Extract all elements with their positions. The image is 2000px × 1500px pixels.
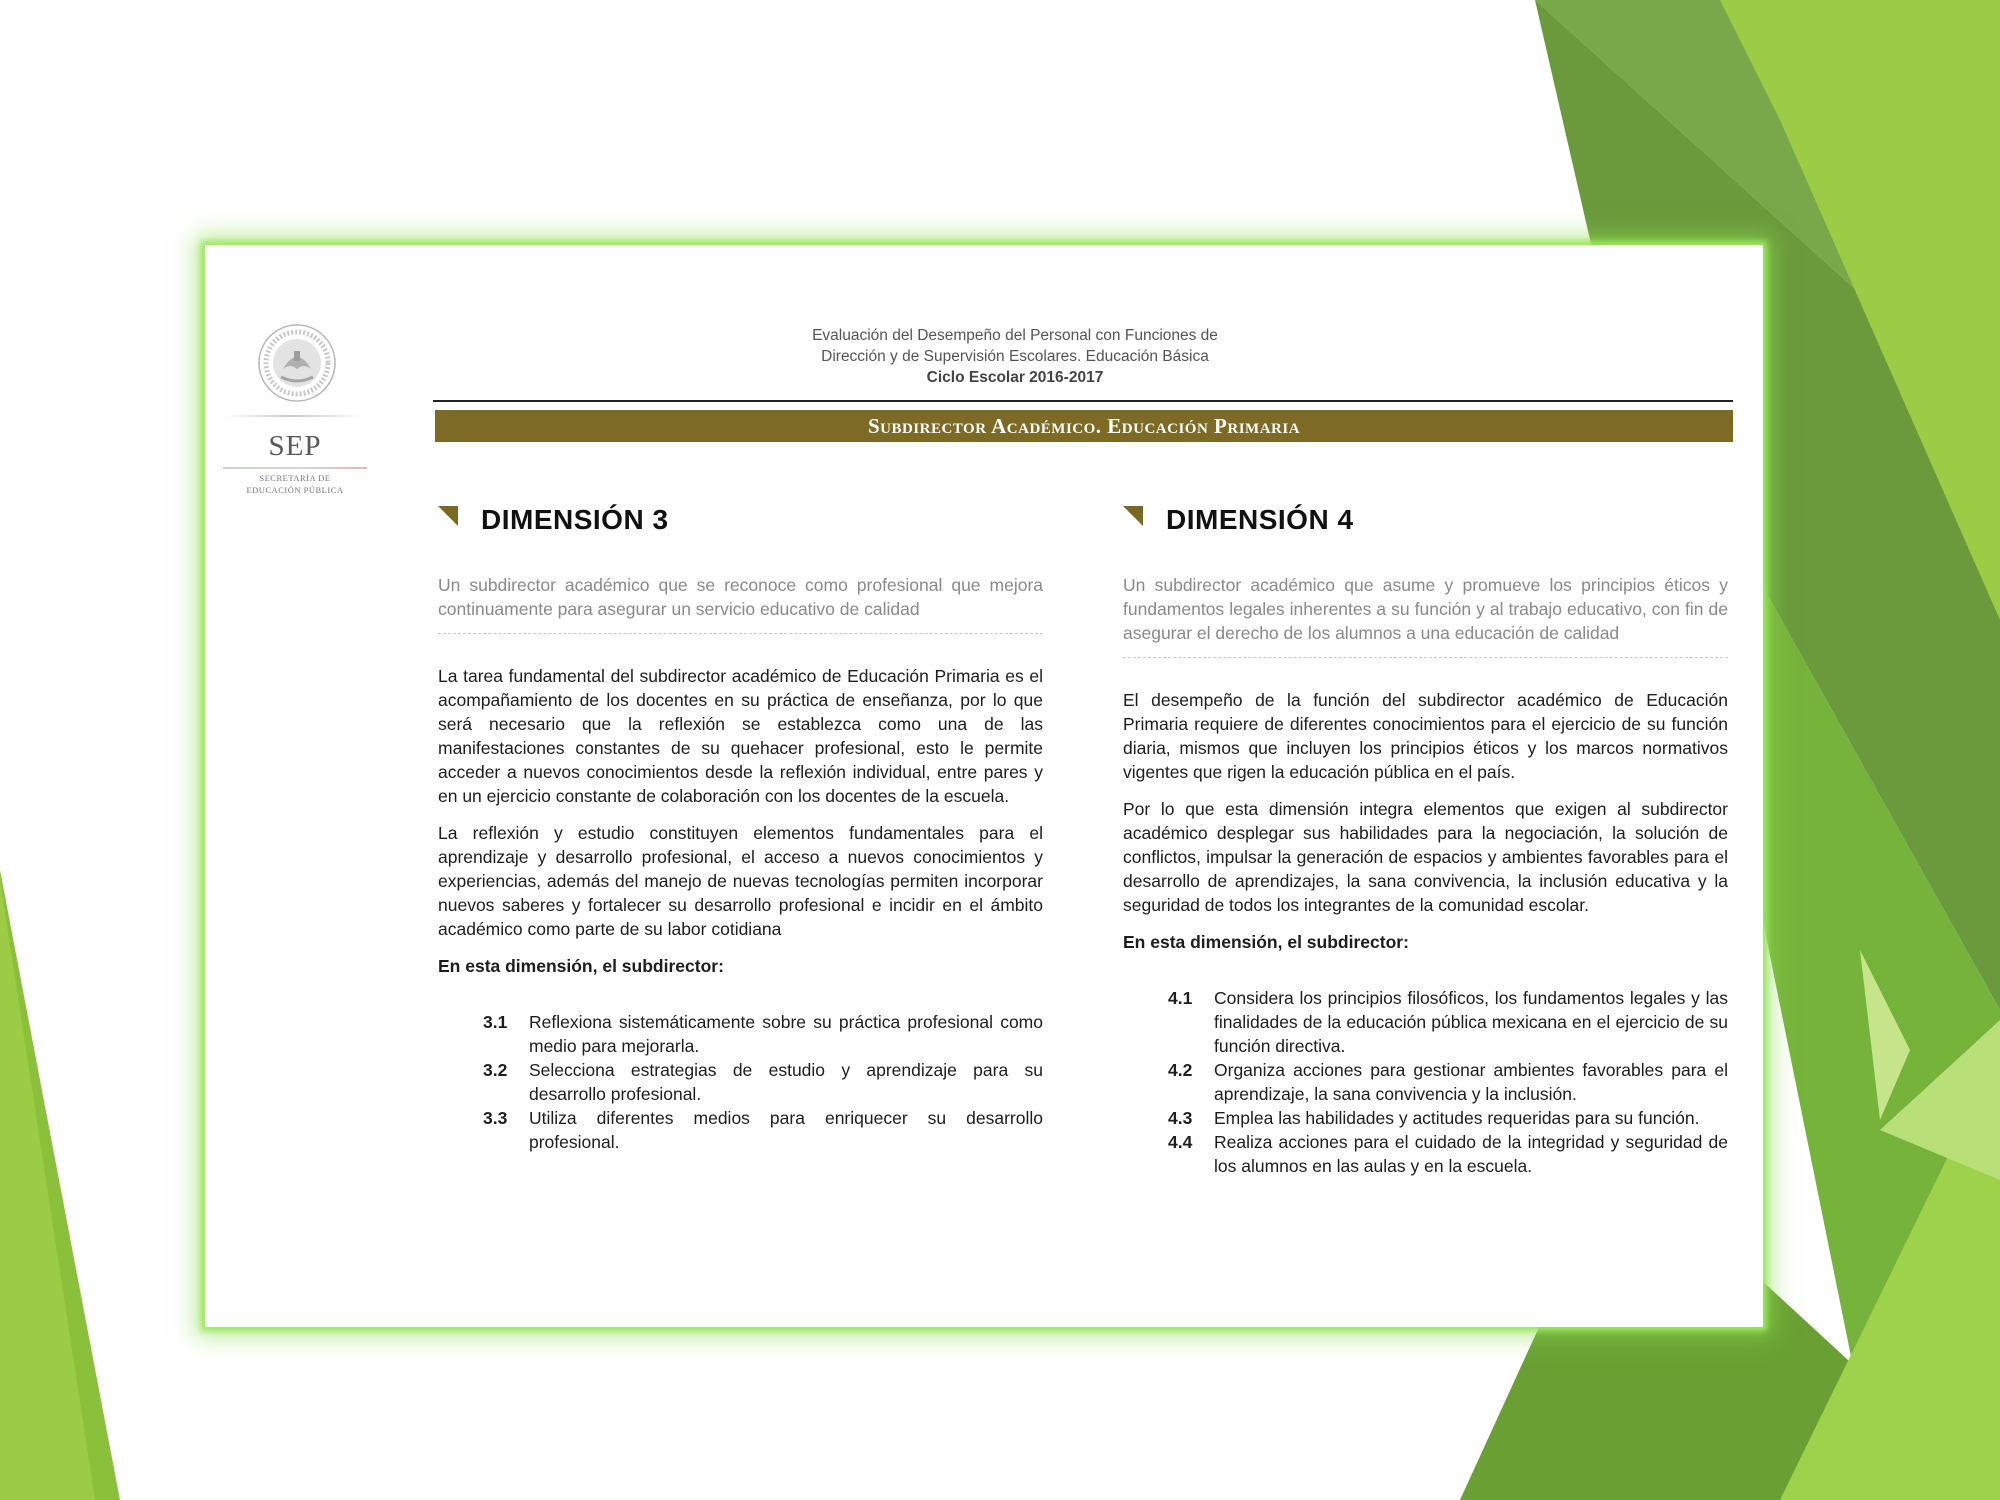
section-banner: Subdirector Académico. Educación Primaria bbox=[435, 410, 1733, 442]
dimension-3-lead: En esta dimensión, el subdirector: bbox=[438, 956, 724, 976]
item-number: 3.3 bbox=[483, 1108, 508, 1128]
dimension-3-items bbox=[483, 1010, 1043, 1154]
dimension-4-heading bbox=[1123, 500, 1728, 540]
sep-subtitle-line-1: SECRETARÍA DE bbox=[259, 473, 331, 483]
header-rule bbox=[433, 400, 1733, 402]
item-number: 4.3 bbox=[1168, 1108, 1193, 1128]
triangle-bullet-icon bbox=[438, 506, 458, 526]
sep-flag-stripe bbox=[223, 467, 367, 469]
document-page bbox=[205, 245, 1763, 1327]
list-item bbox=[483, 1010, 1043, 1058]
header-line-2: Dirección y de Supervisión Escolares. Educación Básica bbox=[821, 348, 1209, 365]
item-text: Realiza acciones para el cuidado de la integridad y seguridad de los alumnos en las aulas y en la escuela. bbox=[1214, 1132, 1728, 1176]
dashed-divider bbox=[1123, 657, 1728, 658]
list-item bbox=[1168, 1106, 1728, 1130]
list-item bbox=[483, 1058, 1043, 1106]
list-item bbox=[483, 1106, 1043, 1154]
dimension-4-items bbox=[1168, 986, 1728, 1178]
dimension-3-column bbox=[438, 500, 1043, 1154]
sep-logo-subtitle bbox=[205, 472, 385, 496]
dimension-3-body bbox=[438, 664, 1043, 978]
dimension-4-paragraph: Por lo que esta dimensión integra elementos que exigen al subdirector académico desplegar sus habilidades para la negociación, la solución de conflictos, impulsar la generación de espacios y ambientes favorables para el desarrollo de aprendizajes, la sana convivencia, la inclusión educativa y la seguridad de todos los integrantes de la comunidad escolar. bbox=[1123, 799, 1728, 915]
dashed-divider bbox=[438, 633, 1043, 634]
dimension-3-paragraph: La tarea fundamental del subdirector académico de Educación Primaria es el acompañamiento de los docentes en su práctica de enseñanza, por lo que será necesario que la reflexión se establezca como una de las manifestaciones constantes de su quehacer profesional, esto le permite acceder a nuevos conocimientos desde la reflexión individual, entre pares y en un ejercicio constante de colaboración con los docentes de la escuela. bbox=[438, 666, 1043, 806]
header-line-1: Evaluación del Desempeño del Personal con Funciones de bbox=[812, 327, 1218, 344]
item-text: Reflexiona sistemáticamente sobre su práctica profesional como medio para mejorarla. bbox=[529, 1012, 1043, 1056]
item-number: 4.4 bbox=[1168, 1132, 1193, 1152]
triangle-bullet-icon bbox=[1123, 506, 1143, 526]
dimension-4-body bbox=[1123, 688, 1728, 954]
list-item bbox=[1168, 1130, 1728, 1178]
dimension-4-intro: Un subdirector académico que asume y promueve los principios éticos y fundamentos legales inherentes a su función y al trabajo educativo, con fin de asegurar el derecho de los alumnos a una educación de calidad bbox=[1123, 575, 1728, 643]
item-number: 3.2 bbox=[483, 1060, 508, 1080]
item-number: 4.1 bbox=[1168, 988, 1193, 1008]
item-number: 4.2 bbox=[1168, 1060, 1193, 1080]
logo-divider bbox=[223, 415, 363, 417]
item-text: Selecciona estrategias de estudio y aprendizaje para su desarrollo profesional. bbox=[529, 1060, 1043, 1104]
dimension-4-title: DIMENSIÓN 4 bbox=[1166, 504, 1354, 535]
dimension-3-heading bbox=[438, 500, 1043, 540]
dimension-4-lead: En esta dimensión, el subdirector: bbox=[1123, 932, 1409, 952]
item-text: Organiza acciones para gestionar ambientes favorables para el aprendizaje, la sana convivencia y la inclusión. bbox=[1214, 1060, 1728, 1104]
item-text: Utiliza diferentes medios para enriquecer su desarrollo profesional. bbox=[529, 1108, 1043, 1152]
dimension-3-paragraph: La reflexión y estudio constituyen elementos fundamentales para el aprendizaje y desarrollo profesional, el acceso a nuevos conocimientos y experiencias, además del manejo de nuevas tecnologías permiten incorporar nuevos saberes y fortalecer su desarrollo profesional e incidir en el ámbito académico como parte de su labor cotidiana bbox=[438, 823, 1043, 939]
list-item bbox=[1168, 1058, 1728, 1106]
dimension-3-intro: Un subdirector académico que se reconoce como profesional que mejora continuamente para asegurar un servicio educativo de calidad bbox=[438, 575, 1043, 619]
item-text: Considera los principios filosóficos, los fundamentos legales y las finalidades de la educación pública mexicana en el ejercicio de su función directiva. bbox=[1214, 988, 1728, 1056]
list-item bbox=[1168, 986, 1728, 1058]
mexico-coat-of-arms-seal-icon bbox=[257, 323, 337, 403]
item-number: 3.1 bbox=[483, 1012, 508, 1032]
dimension-3-title: DIMENSIÓN 3 bbox=[481, 504, 669, 535]
item-text: Emplea las habilidades y actitudes requeridas para su función. bbox=[1214, 1108, 1700, 1128]
sep-subtitle-line-2: EDUCACIÓN PÚBLICA bbox=[246, 485, 344, 495]
dimension-4-column bbox=[1123, 500, 1728, 1178]
header-line-3: Ciclo Escolar 2016-2017 bbox=[926, 369, 1104, 386]
sep-logo: SEP bbox=[268, 430, 322, 462]
dimension-4-paragraph: El desempeño de la función del subdirector académico de Educación Primaria requiere de diferentes conocimientos para el ejercicio de su función diaria, mismos que incluyen los principios éticos y los marcos normativos vigentes que rigen la educación pública en el país. bbox=[1123, 690, 1728, 782]
